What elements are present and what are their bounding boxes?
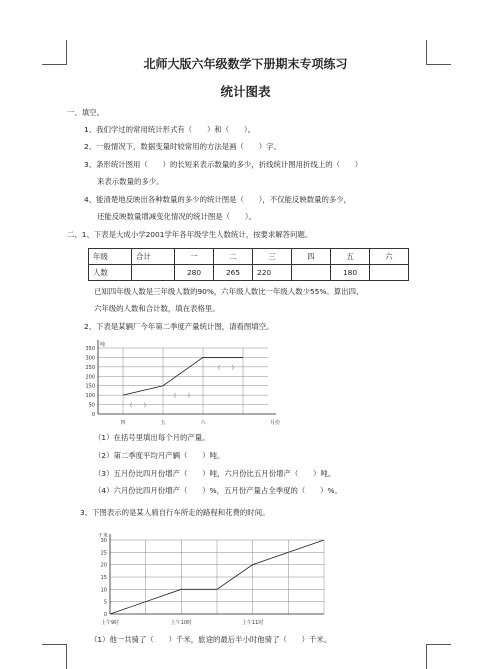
- table-header-cell: 年级: [89, 249, 132, 265]
- y-tick-label: 300: [85, 355, 95, 362]
- answer-blank: （ ）: [215, 365, 238, 372]
- table-row: [89, 265, 409, 281]
- question-2-2-intro: 2、下表是某辆厂今年第二季度产量统计图，请看图填空。: [84, 322, 274, 331]
- y-tick-label: 10: [100, 587, 107, 594]
- question-2-2-item-4: （4）六月份比四月份增产（ ）%，五月份产量占全季度的（ ）%。: [94, 486, 342, 495]
- table-header-cell: 六: [370, 249, 409, 265]
- x-tick-label: 四: [120, 420, 126, 426]
- x-tick-label: 六: [200, 420, 206, 426]
- y-tick-label: 0: [91, 412, 95, 418]
- corner-mark-bottom-left: [42, 644, 67, 669]
- table-cell: [132, 265, 175, 281]
- question-2-3-item-1: （1）他一共骑了（ ）千米，旅途的最后半小时他骑了（ ）千米。: [90, 635, 332, 644]
- corner-mark-bottom-right: [426, 644, 451, 669]
- y-tick-label: 100: [85, 393, 95, 400]
- x-axis-label: 月份: [270, 420, 281, 426]
- table-cell: 280: [175, 265, 214, 281]
- question-1-1: 1、我们学过的常用统计形式有（ ）和（ ）。: [84, 125, 255, 134]
- y-tick-label: 250: [85, 364, 95, 371]
- x-tick-label: 上午11时: [241, 620, 264, 626]
- page-subtitle: 统计图表: [220, 84, 271, 99]
- question-2-2-item-3: （3）五月份比四月份增产（ ）吨，六月份比五月份增产（ ）吨。: [94, 469, 336, 478]
- table-header-cell: 四: [292, 249, 331, 265]
- y-tick-label: 50: [88, 402, 95, 409]
- question-2-2-item-2: （2）第二季度平均月产辆（ ）吨。: [94, 451, 225, 460]
- y-tick-label: 20: [100, 562, 107, 569]
- question-2-2-item-1: （1）在括号里填出每个月的产量。: [94, 433, 210, 442]
- y-axis-label: 千米: [98, 533, 109, 539]
- question-1-2: 2、一般情况下，数据变量时较常用的方法是画（ ）字。: [84, 142, 281, 151]
- question-2-3-intro: 3、下图表示的是某人骑自行车所走的路程和花费的时间。: [80, 508, 270, 517]
- table-cell: 265: [214, 265, 253, 281]
- table-header-cell: 一: [175, 249, 214, 265]
- table-header-cell: 五: [331, 249, 370, 265]
- page-title: 北师大版六年级数学下册期末专项练习: [143, 57, 348, 71]
- table-header-cell: 三: [253, 249, 292, 265]
- x-tick-label: 上午10时: [170, 620, 193, 626]
- distance-time-line-chart: [86, 526, 348, 632]
- table-note-line2: 六年级的人数和合计数，填在表格里。: [94, 304, 220, 313]
- y-tick-label: 5: [103, 599, 107, 606]
- table-note-line1: 已知四年级人数是三年级人数的90%，六年级人数比一年级人数少55%。算出四、: [94, 287, 364, 296]
- question-1-4-line2: 还能反映数量增减变化情况的统计图是（ ）。: [97, 212, 256, 221]
- answer-blank: （ ）: [127, 403, 150, 410]
- y-tick-label: 15: [100, 575, 107, 581]
- section1-heading: 一、填空。: [67, 108, 104, 117]
- table-header-row: [89, 249, 409, 265]
- question-1-4-line1: 4、能清楚地反映出各种数量的多少的统计图是（ ），不仅能反映数量的多少，: [84, 195, 352, 204]
- y-tick-label: 350: [85, 346, 95, 352]
- x-tick-label: 上午9时: [100, 620, 120, 626]
- student-count-table: [88, 248, 409, 281]
- y-axis-label: 吨: [100, 342, 106, 348]
- table-cell: [370, 265, 409, 281]
- question-1-3-line2: 来表示数量的多少。: [97, 177, 164, 186]
- y-tick-label: 30: [100, 538, 107, 544]
- table-cell: [292, 265, 331, 281]
- table-header-cell: 合计: [132, 249, 175, 265]
- table-cell: 人数: [89, 265, 132, 281]
- table-cell: 220: [253, 265, 292, 281]
- y-tick-label: 150: [85, 383, 95, 390]
- production-line-chart: [78, 336, 298, 432]
- answer-blank: （ ）: [171, 393, 194, 400]
- y-tick-label: 25: [100, 550, 107, 557]
- x-tick-label: 五: [160, 420, 166, 426]
- question-1-3-line1: 3、条形统计图用（ ）的长短来表示数量的多少，折线统计图用折线上的（ ）: [84, 160, 363, 169]
- table-header-cell: 二: [214, 249, 253, 265]
- y-tick-label: 0: [103, 612, 107, 618]
- section2-heading: 二、1、下表是大成小学2001学年各年级学生人数统计，按要求解答问题。: [67, 230, 313, 239]
- table-cell: 180: [331, 265, 370, 281]
- y-tick-label: 200: [85, 374, 95, 381]
